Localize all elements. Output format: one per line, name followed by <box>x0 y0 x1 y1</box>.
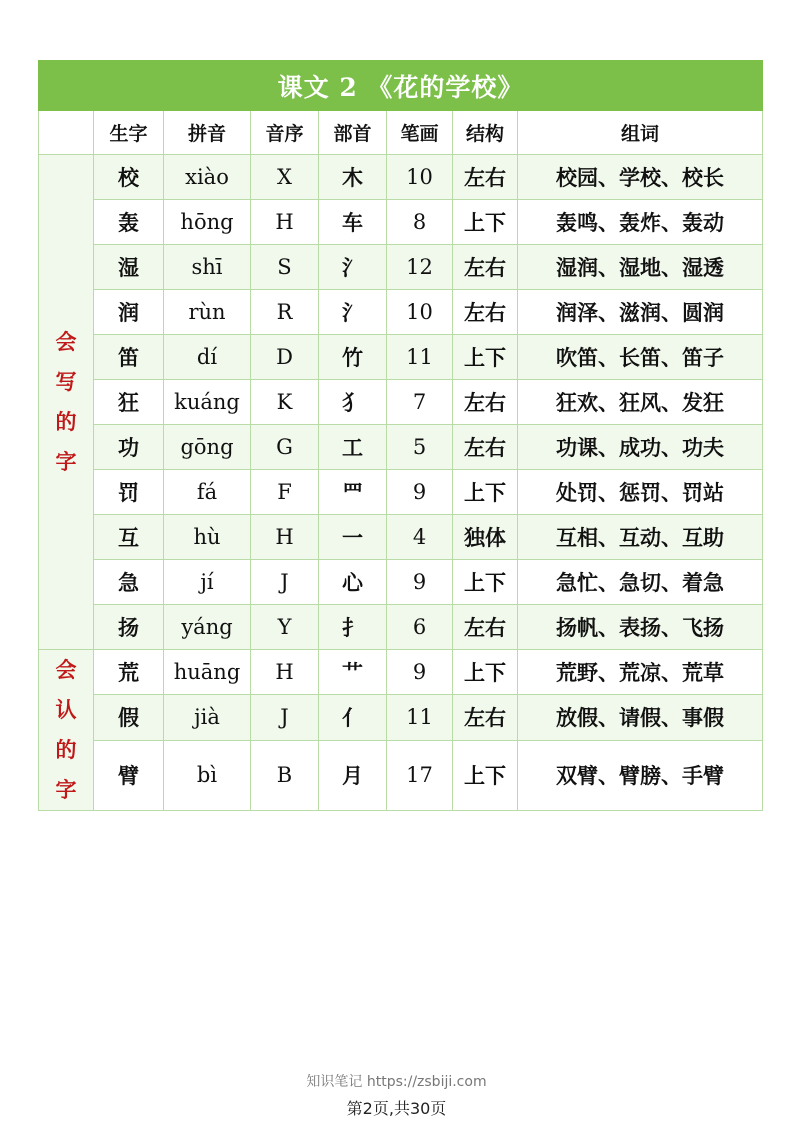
structure-cell: 上下 <box>453 335 518 380</box>
table-row <box>39 560 763 605</box>
radical-cell: 犭 <box>319 380 387 425</box>
index-letter-cell: H <box>251 200 319 245</box>
radical-cell: 扌 <box>319 605 387 650</box>
word-group-cell: 校园、学校、校长 <box>518 155 763 200</box>
radical-cell: 月 <box>319 740 387 810</box>
stroke-count-cell: 17 <box>387 740 453 810</box>
structure-cell: 左右 <box>453 245 518 290</box>
pinyin-cell: jià <box>164 695 251 740</box>
category-label: 会 认 的 字 <box>39 650 94 811</box>
word-group-cell: 处罚、惩罚、罚站 <box>518 470 763 515</box>
index-letter-cell: H <box>251 650 319 695</box>
index-letter-cell: Y <box>251 605 319 650</box>
header-blank <box>39 111 94 155</box>
index-letter-cell: G <box>251 425 319 470</box>
stroke-count-cell: 9 <box>387 560 453 605</box>
radical-cell: 车 <box>319 200 387 245</box>
index-letter-cell: R <box>251 290 319 335</box>
structure-cell: 上下 <box>453 740 518 810</box>
word-group-cell: 放假、请假、事假 <box>518 695 763 740</box>
stroke-count-cell: 7 <box>387 380 453 425</box>
character-cell: 润 <box>94 290 164 335</box>
word-group-cell: 湿润、湿地、湿透 <box>518 245 763 290</box>
radical-cell: 木 <box>319 155 387 200</box>
stroke-count-cell: 11 <box>387 695 453 740</box>
structure-cell: 上下 <box>453 200 518 245</box>
character-cell: 轰 <box>94 200 164 245</box>
table-row <box>39 695 763 740</box>
structure-cell: 左右 <box>453 380 518 425</box>
structure-cell: 上下 <box>453 650 518 695</box>
structure-cell: 左右 <box>453 695 518 740</box>
page-number: 第2页,共30页 <box>346 1099 447 1118</box>
structure-cell: 左右 <box>453 290 518 335</box>
index-letter-cell: J <box>251 560 319 605</box>
table-row <box>39 380 763 425</box>
column-header: 生字 <box>94 111 164 155</box>
table-row <box>39 470 763 515</box>
structure-cell: 左右 <box>453 425 518 470</box>
stroke-count-cell: 9 <box>387 470 453 515</box>
index-letter-cell: X <box>251 155 319 200</box>
stroke-count-cell: 8 <box>387 200 453 245</box>
radical-cell: 心 <box>319 560 387 605</box>
word-group-cell: 轰鸣、轰炸、轰动 <box>518 200 763 245</box>
word-group-cell: 荒野、荒凉、荒草 <box>518 650 763 695</box>
pinyin-cell: hōng <box>164 200 251 245</box>
pinyin-cell: bì <box>164 740 251 810</box>
table-row <box>39 155 763 200</box>
stroke-count-cell: 11 <box>387 335 453 380</box>
pinyin-cell: rùn <box>164 290 251 335</box>
column-header: 拼音 <box>164 111 251 155</box>
header-row <box>39 111 763 155</box>
index-letter-cell: K <box>251 380 319 425</box>
radical-cell: 亻 <box>319 695 387 740</box>
index-letter-cell: S <box>251 245 319 290</box>
table-row <box>39 740 763 810</box>
stroke-count-cell: 5 <box>387 425 453 470</box>
column-header: 结构 <box>453 111 518 155</box>
pinyin-cell: gōng <box>164 425 251 470</box>
word-group-cell: 狂欢、狂风、发狂 <box>518 380 763 425</box>
radical-cell: 罒 <box>319 470 387 515</box>
table-row <box>39 335 763 380</box>
word-group-cell: 互相、互动、互助 <box>518 515 763 560</box>
pinyin-cell: xiào <box>164 155 251 200</box>
word-group-cell: 扬帆、表扬、飞扬 <box>518 605 763 650</box>
index-letter-cell: J <box>251 695 319 740</box>
pinyin-cell: fá <box>164 470 251 515</box>
character-cell: 功 <box>94 425 164 470</box>
pinyin-cell: yáng <box>164 605 251 650</box>
word-group-cell: 吹笛、长笛、笛子 <box>518 335 763 380</box>
structure-cell: 上下 <box>453 470 518 515</box>
character-cell: 湿 <box>94 245 164 290</box>
index-letter-cell: D <box>251 335 319 380</box>
character-cell: 臂 <box>94 740 164 810</box>
stroke-count-cell: 10 <box>387 290 453 335</box>
table-row <box>39 290 763 335</box>
character-cell: 急 <box>94 560 164 605</box>
word-group-cell: 双臂、臂膀、手臂 <box>518 740 763 810</box>
character-cell: 荒 <box>94 650 164 695</box>
structure-cell: 左右 <box>453 605 518 650</box>
radical-cell: 氵 <box>319 245 387 290</box>
character-cell: 笛 <box>94 335 164 380</box>
column-header: 音序 <box>251 111 319 155</box>
column-header: 组词 <box>518 111 763 155</box>
pinyin-cell: hù <box>164 515 251 560</box>
pinyin-cell: shī <box>164 245 251 290</box>
index-letter-cell: B <box>251 740 319 810</box>
category-label: 会 写 的 字 <box>39 155 94 650</box>
character-cell: 狂 <box>94 380 164 425</box>
title-row <box>39 61 763 111</box>
word-group-cell: 润泽、滋润、圆润 <box>518 290 763 335</box>
stroke-count-cell: 9 <box>387 650 453 695</box>
radical-cell: 艹 <box>319 650 387 695</box>
table-row <box>39 605 763 650</box>
character-cell: 互 <box>94 515 164 560</box>
table-row <box>39 200 763 245</box>
table-row <box>39 245 763 290</box>
page-title: 课文 2 《花的学校》 <box>39 61 763 111</box>
pinyin-cell: jí <box>164 560 251 605</box>
table-row <box>39 515 763 560</box>
index-letter-cell: F <box>251 470 319 515</box>
structure-cell: 左右 <box>453 155 518 200</box>
radical-cell: 氵 <box>319 290 387 335</box>
index-letter-cell: H <box>251 515 319 560</box>
character-cell: 校 <box>94 155 164 200</box>
radical-cell: 一 <box>319 515 387 560</box>
radical-cell: 工 <box>319 425 387 470</box>
stroke-count-cell: 6 <box>387 605 453 650</box>
character-cell: 罚 <box>94 470 164 515</box>
column-header: 笔画 <box>387 111 453 155</box>
table-row <box>39 425 763 470</box>
character-cell: 扬 <box>94 605 164 650</box>
vocabulary-table <box>38 60 763 811</box>
structure-cell: 独体 <box>453 515 518 560</box>
word-group-cell: 功课、成功、功夫 <box>518 425 763 470</box>
column-header: 部首 <box>319 111 387 155</box>
stroke-count-cell: 10 <box>387 155 453 200</box>
radical-cell: 竹 <box>319 335 387 380</box>
structure-cell: 上下 <box>453 560 518 605</box>
stroke-count-cell: 4 <box>387 515 453 560</box>
stroke-count-cell: 12 <box>387 245 453 290</box>
table-row <box>39 650 763 695</box>
site-footer: 知识笔记 https://zsbiji.com <box>306 1074 487 1090</box>
word-group-cell: 急忙、急切、着急 <box>518 560 763 605</box>
pinyin-cell: kuáng <box>164 380 251 425</box>
character-cell: 假 <box>94 695 164 740</box>
pinyin-cell: dí <box>164 335 251 380</box>
pinyin-cell: huāng <box>164 650 251 695</box>
